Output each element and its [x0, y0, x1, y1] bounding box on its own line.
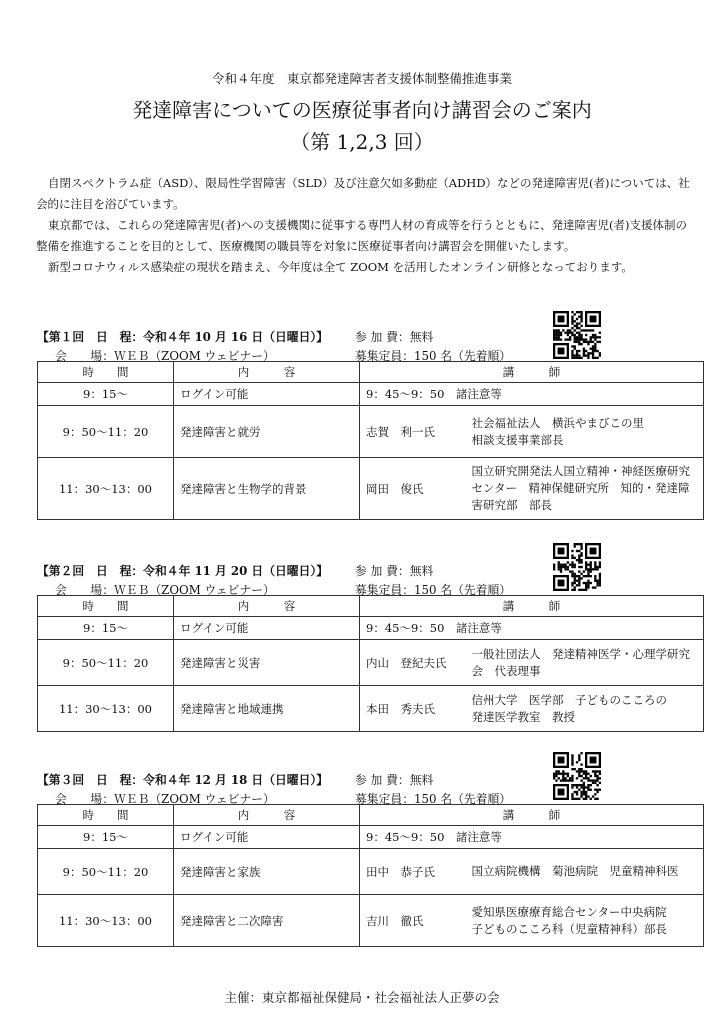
- qr-code: [553, 543, 601, 591]
- row-note: 9：45～9：50 諸注意等: [360, 617, 704, 640]
- speaker-affiliation: 社会福祉法人 横浜やまびこの里 相談支援事業部長: [466, 406, 704, 458]
- page-subtitle: （第 1,2,3 回）: [290, 130, 434, 154]
- session-2: [37, 559, 703, 732]
- session-capacity: 募集定員：150 名（先着順）: [355, 792, 512, 806]
- session-fee: 参 加 費：無料: [355, 564, 434, 578]
- session-1: [37, 325, 703, 520]
- speaker-name: 岡田 俊氏: [360, 458, 466, 520]
- qr-code: [553, 311, 601, 359]
- row-content: ログイン可能: [174, 383, 360, 406]
- header-content: 内 容: [174, 362, 360, 383]
- qr-code: [553, 752, 601, 800]
- row-time: 11：30～13：00: [38, 458, 174, 520]
- page-title: 発達障害についての医療従事者向け講習会のご案内: [132, 98, 592, 122]
- header-speaker: 講 師: [360, 596, 704, 617]
- row-content: 発達障害と生物学的背景: [174, 458, 360, 520]
- header-content: 内 容: [174, 805, 360, 826]
- row-time: 9：15～: [38, 383, 174, 406]
- speaker-name: 志賀 利一氏: [360, 406, 466, 458]
- header-time: 時 間: [38, 596, 174, 617]
- speaker-affiliation: 一般社団法人 発達精神医学・心理学研究会 代表理事: [466, 640, 704, 686]
- row-content: ログイン可能: [174, 826, 360, 849]
- session-capacity: 募集定員：150 名（先着順）: [355, 349, 512, 363]
- row-note: 9：45～9：50 諸注意等: [360, 826, 704, 849]
- intro-text: [36, 173, 696, 278]
- session-3: [37, 768, 703, 947]
- session-date: 【第２回 日 程：令和４年 11 月 20 日（日曜日）】: [37, 564, 329, 578]
- session-venue: 会 場：ＷＥＢ（ZOOM ウェビナー）: [55, 792, 275, 806]
- speaker-affiliation: 愛知県医療療育総合センター中央病院 子どものこころ科（児童精神科）部長: [466, 895, 704, 947]
- row-time: 11：30～13：00: [38, 686, 174, 732]
- header-time: 時 間: [38, 805, 174, 826]
- row-content: 発達障害と就労: [174, 406, 360, 458]
- row-content: 発達障害と地域連携: [174, 686, 360, 732]
- header-speaker: 講 師: [360, 805, 704, 826]
- row-time: 11：30～13：00: [38, 895, 174, 947]
- session-header: [37, 559, 703, 595]
- schedule-table: [37, 361, 704, 520]
- row-time: 9：50～11：20: [38, 406, 174, 458]
- speaker-name: 内山 登紀夫氏: [360, 640, 466, 686]
- speaker-name: 本田 秀夫氏: [360, 686, 466, 732]
- session-header: [37, 768, 703, 804]
- session-date: 【第３回 日 程：令和４年 12 月 18 日（日曜日）】: [37, 773, 329, 787]
- footer-organizer: 主催：東京都福祉保健局・社会福祉法人正夢の会: [224, 990, 500, 1005]
- session-fee: 参 加 費：無料: [355, 773, 434, 787]
- session-capacity: 募集定員：150 名（先着順）: [355, 583, 512, 597]
- row-time: 9：50～11：20: [38, 640, 174, 686]
- header-content: 内 容: [174, 596, 360, 617]
- row-content: ログイン可能: [174, 617, 360, 640]
- header-speaker: 講 師: [360, 362, 704, 383]
- session-fee: 参 加 費：無料: [355, 330, 434, 344]
- row-content: 発達障害と二次障害: [174, 895, 360, 947]
- session-header: [37, 325, 703, 361]
- intro-paragraph: 東京都では、これらの発達障害児(者)への支援機関に従事する専門人材の育成等を行うとともに、発達障害児(者)支援体制の整備を推進することを目的として、医療機関の職員等を対象に医療従事者向け講習会を開催いたします。: [36, 218, 687, 253]
- schedule-table: [37, 804, 704, 947]
- speaker-affiliation: 国立病院機構 菊池病院 児童精神科医: [466, 849, 704, 895]
- row-content: 発達障害と家族: [174, 849, 360, 895]
- supertitle: 令和４年度 東京都発達障害者支援体制整備推進事業: [211, 71, 512, 86]
- row-time: 9：15～: [38, 826, 174, 849]
- speaker-affiliation: 国立研究開発法人国立精神・神経医療研究センター 精神保健研究所 知的・発達障害研究部 部長: [466, 458, 704, 520]
- speaker-affiliation: 信州大学 医学部 子どものこころの 発達医学教室 教授: [466, 686, 704, 732]
- row-content: 発達障害と災害: [174, 640, 360, 686]
- speaker-name: 吉川 徹氏: [360, 895, 466, 947]
- session-venue: 会 場：ＷＥＢ（ZOOM ウェビナー）: [55, 583, 275, 597]
- row-time: 9：50～11：20: [38, 849, 174, 895]
- intro-paragraph: 新型コロナウィルス感染症の現状を踏まえ、今年度は全て ZOOM を活用したオンライン研修となっております。: [48, 260, 633, 274]
- session-date: 【第１回 日 程：令和４年 10 月 16 日（日曜日）】: [37, 330, 329, 344]
- row-time: 9：15～: [38, 617, 174, 640]
- session-venue: 会 場：ＷＥＢ（ZOOM ウェビナー）: [55, 349, 275, 363]
- intro-paragraph: 自閉スペクトラム症（ASD）、限局性学習障害（SLD）及び注意欠如多動症（ADHD）などの発達障害児(者)については、社会的に注目を浴びています。: [36, 176, 690, 211]
- schedule-table: [37, 595, 704, 732]
- header-time: 時 間: [38, 362, 174, 383]
- row-note: 9：45～9：50 諸注意等: [360, 383, 704, 406]
- speaker-name: 田中 恭子氏: [360, 849, 466, 895]
